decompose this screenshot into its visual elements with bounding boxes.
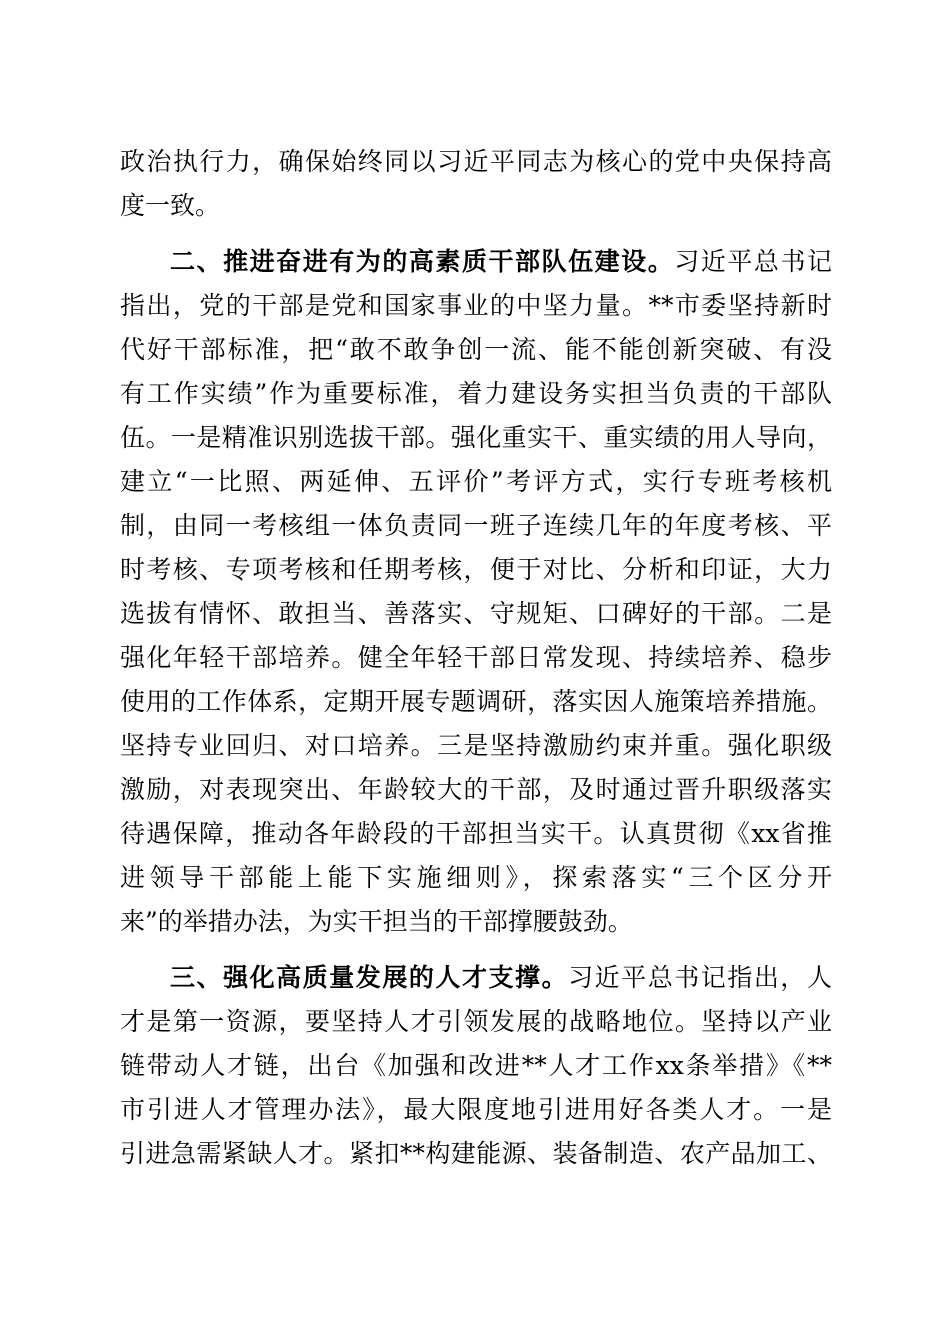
text-line: 引进急需紧缺人才。紧扣**构建能源、装备制造、农产品加工、 (120, 1139, 832, 1168)
document-page (120, 140, 832, 1176)
text-line: 坚持专业回归、对口培养。三是坚持激励约束并重。强化职级 (120, 731, 832, 760)
text-line: 选拔有情怀、敢担当、善落实、守规矩、口碑好的干部。二是 (120, 599, 832, 628)
section-heading: 二、推进奋进有为的高素质干部队伍建设。 (170, 247, 675, 276)
paragraph-first-line (120, 956, 832, 1000)
text-run: 习近平总书记 (674, 247, 832, 276)
text-line: 建立“一比照、两延伸、五评价”考评方式，实行专班考核机 (120, 467, 832, 496)
text-line: 政治执行力，确保始终同以习近平同志为核心的党中央保持高 (120, 147, 832, 176)
text-line: 才是第一资源，要坚持人才引领发展的战略地位。坚持以产业 (120, 1007, 832, 1036)
text-line: 市引进人才管理办法》，最大限度地引进用好各类人才。一是 (120, 1095, 832, 1124)
text-line: 有工作实绩”作为重要标准，着力建设务实担当负责的干部队 (120, 379, 832, 408)
text-line: 链带动人才链，出台《加强和改进**人才工作xx条举措》《** (120, 1051, 832, 1080)
text-line: 制，由同一考核组一体负责同一班子连续几年的年度考核、平 (120, 511, 832, 540)
section-heading: 三、强化高质量发展的人才支撑。 (170, 963, 569, 992)
paragraph-3 (120, 956, 832, 1176)
paragraph-1 (120, 140, 832, 228)
text-line: 使用的工作体系，定期开展专题调研，落实因人施策培养措施。 (120, 687, 832, 716)
text-line: 时考核、专项考核和任期考核，便于对比、分析和印证，大力 (120, 555, 832, 584)
text-line: 进领导干部能上能下实施细则》，探索落实“三个区分开 (120, 863, 832, 892)
paragraph-2 (120, 240, 832, 944)
text-line: 度一致。 (120, 191, 221, 220)
paragraph-gap (120, 944, 832, 956)
paragraph-first-line (120, 240, 832, 284)
text-line: 激励，对表现突出、年龄较大的干部，及时通过晋升职级落实 (120, 775, 832, 804)
text-run: 习近平总书记指出，人 (568, 963, 832, 992)
text-line: 代好干部标准，把“敢不敢争创一流、能不能创新突破、有没 (120, 335, 832, 364)
text-line: 强化年轻干部培养。健全年轻干部日常发现、持续培养、稳步 (120, 643, 832, 672)
text-line: 伍。一是精准识别选拔干部。强化重实干、重实绩的用人导向， (120, 423, 832, 452)
text-line: 指出，党的干部是党和国家事业的中坚力量。**市委坚持新时 (120, 291, 832, 320)
text-line: 来”的举措办法，为实干担当的干部撑腰鼓劲。 (120, 907, 633, 936)
text-line: 待遇保障，推动各年龄段的干部担当实干。认真贯彻《xx省推 (120, 819, 832, 848)
paragraph-gap (120, 228, 832, 240)
